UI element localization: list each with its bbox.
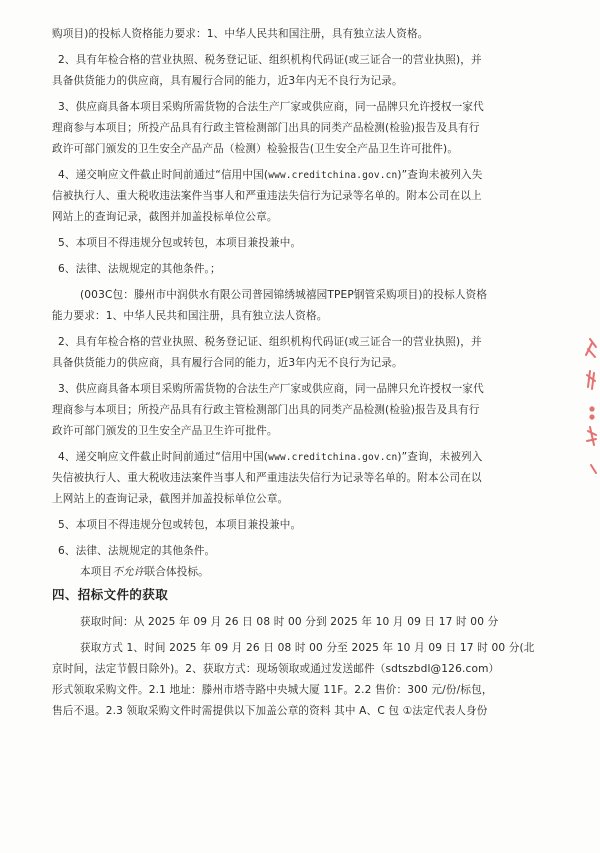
emphasis-text: 不允许 xyxy=(112,566,145,578)
credit-china-url: www.creditchina.gov.cn xyxy=(268,170,398,181)
paragraph-line: 政许可部门颁发的卫生安全产品产品（检测）检验报告(卫生安全产品卫生许可批件)。 xyxy=(52,143,459,155)
seal-dot xyxy=(590,407,593,410)
acquisition-method-line: 获取方式 1、时间 2025 年 09 月 26 日 08 时 00 分至 2025 年 10 月 09 日 17 时 00 分(北 xyxy=(80,642,535,654)
paragraph-line: 能力要求：1、中华人民共和国注册，具有独立法人资格。 xyxy=(52,310,328,322)
paragraph-line xyxy=(52,562,560,583)
acquisition-time: 获取时间：从 2025 年 09 月 26 日 08 时 00 分到 2025 年 10 月 09 日 17 时 00 分 xyxy=(80,616,499,628)
paragraph-line: 5、本项目不得违规分包或转包，本项目兼投兼中。 xyxy=(58,519,302,531)
paragraph-text: )”查询未被列入失 xyxy=(397,169,483,181)
seal-stroke xyxy=(591,465,596,473)
paragraph-text: )”查询，未被列入 xyxy=(397,451,483,463)
acquisition-method-line: 形式领取采购文件。2.1 地址：滕州市塔寺路中央城大厦 11F。2.2 售价：300 元/份/标包， xyxy=(52,684,493,696)
seal-stroke xyxy=(586,339,596,357)
credit-china-url: www.creditchina.gov.cn xyxy=(268,452,398,463)
paragraph-line: 信被执行人、重大税收违法案件当事人和严重违法失信行为记录等名单的。附本公司在以上 xyxy=(52,190,482,202)
paragraph-line: 上网站上的查询记录，截图并加盖投标单位公章。 xyxy=(52,493,289,505)
red-seal-fragment xyxy=(578,335,600,485)
paragraph-line: 政许可部门颁发的卫生安全产品卫生许可批件。 xyxy=(52,425,278,437)
paragraph-line: (003C包：滕州市中润供水有限公司普园锦绣城禧园TPEP钢管采购项目)的投标人资格 xyxy=(80,289,488,301)
seal-stroke xyxy=(587,427,596,445)
paragraph-line: 购项目)的投标人资格能力要求：1、中华人民共和国注册，具有独立法人资格。 xyxy=(52,28,429,40)
paragraph-line: 5、本项目不得违规分包或转包，本项目兼投兼中。 xyxy=(58,237,302,249)
paragraph-line: 理商参与本项目；所投产品具有行政主管检测部门出具的同类产品检测(检验)报告及具有行 xyxy=(52,404,480,416)
paragraph-line: 具备供货能力的供应商，具有履行合同的能力，近3年内无不良行为记录。 xyxy=(52,357,403,369)
paragraph-text: 4、递交响应文件截止时间前通过“信用中国( xyxy=(58,169,269,181)
seal-dot xyxy=(590,415,593,418)
paragraph-line xyxy=(52,165,560,186)
paragraph-line: 2、具有年检合格的营业执照、税务登记证、组织机构代码证(或三证合一的营业执照)，并 xyxy=(58,336,482,348)
paragraph-text: 本项目 xyxy=(80,566,113,578)
acquisition-method-line: 京时间，法定节假日除外)。2、获取方式：现场领取或通过发送邮件（sdtszbdl@126.com） xyxy=(52,663,500,675)
paragraph-line: 理商参与本项目；所投产品具有行政主管检测部门出具的同类产品检测(检验)报告及具有行 xyxy=(52,122,480,134)
paragraph-text: 4、递交响应文件截止时间前通过“信用中国( xyxy=(58,451,269,463)
document-body xyxy=(52,24,560,722)
paragraph-line: 3、供应商具备本项目采购所需货物的合法生产厂家或供应商，同一品牌只允许授权一家代 xyxy=(58,383,484,395)
paragraph-text: 联合体投标。 xyxy=(144,566,209,578)
paragraph-line: 网站上的查询记录，截图并加盖投标单位公章。 xyxy=(52,211,278,223)
paragraph-line: 6、法律、法规规定的其他条件。 xyxy=(58,545,216,557)
paragraph-line xyxy=(52,447,560,468)
paragraph-line: 3、供应商具备本项目采购所需货物的合法生产厂家或供应商，同一品牌只允许授权一家代 xyxy=(58,101,484,113)
section-heading: 四、招标文件的获取 xyxy=(52,587,169,602)
paragraph-line: 6、法律、法规规定的其他条件。； xyxy=(58,263,221,275)
paragraph-line: 具备供货能力的供应商，具有履行合同的能力，近3年内无不良行为记录。 xyxy=(52,75,403,87)
paragraph-line: 失信被执行人、重大税收违法案件当事人和严重违法失信行为记录等名单的。附本公司在以 xyxy=(52,472,482,484)
acquisition-method-line: 售后不退。2.3 领取采购文件时需提供以下加盖公章的资料 其中 A、C 包 ①法定代表人身份 xyxy=(52,705,488,717)
seal-edge-graphic xyxy=(578,335,600,485)
paragraph-line: 2、具有年检合格的营业执照、税务登记证、组织机构代码证(或三证合一的营业执照)，并 xyxy=(58,54,482,66)
seal-stroke xyxy=(587,371,595,389)
